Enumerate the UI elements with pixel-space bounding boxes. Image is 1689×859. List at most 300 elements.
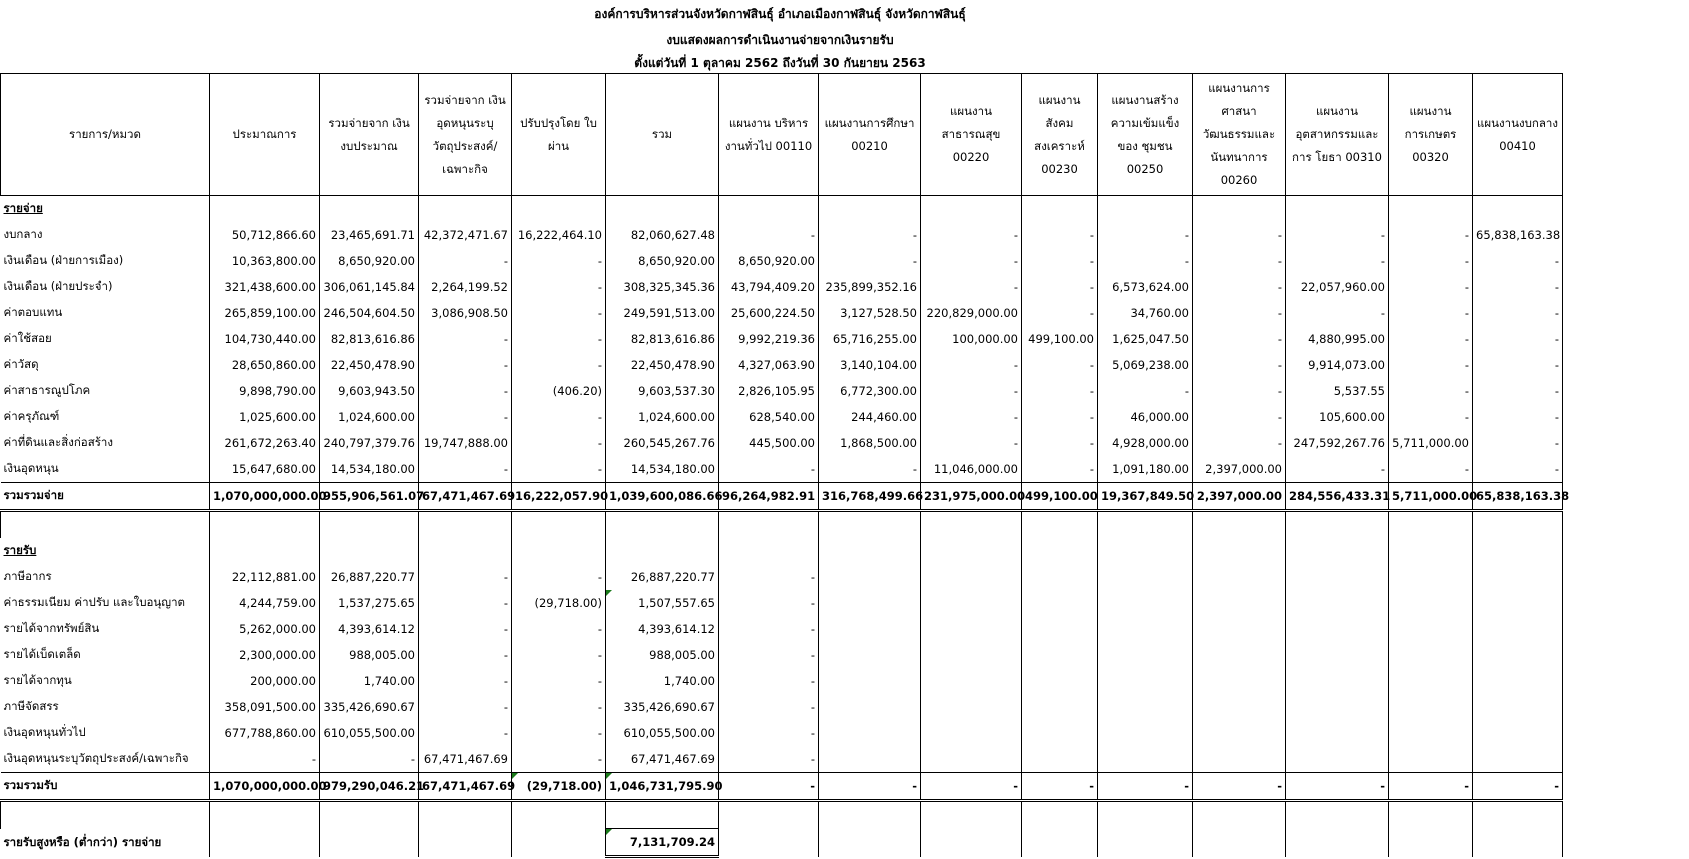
empty-cell	[719, 538, 819, 564]
value-cell: 9,992,219.36	[719, 326, 819, 352]
value-cell: 26,887,220.77	[320, 564, 419, 590]
spacer-cell	[1, 511, 210, 539]
value-cell: 22,450,478.90	[606, 352, 719, 378]
value-cell: -	[512, 720, 606, 746]
value-cell: 4,327,063.90	[719, 352, 819, 378]
empty-cell	[719, 829, 819, 857]
empty-cell	[210, 829, 320, 857]
empty-cell	[419, 538, 512, 564]
total-cell: 316,768,499.66	[819, 483, 921, 511]
value-cell	[1389, 668, 1473, 694]
value-cell: -	[512, 326, 606, 352]
value-cell: -	[719, 694, 819, 720]
empty-cell	[1022, 538, 1098, 564]
value-cell: 10,363,800.00	[210, 248, 320, 274]
table-row	[1, 720, 1563, 746]
total-cell: 979,290,046.21	[320, 773, 419, 801]
value-cell: -	[419, 694, 512, 720]
net-value: 7,131,709.24	[606, 829, 719, 857]
value-cell: -	[1022, 430, 1098, 456]
value-cell: -	[1389, 300, 1473, 326]
total-cell: 96,264,982.91	[719, 483, 819, 511]
empty-cell	[320, 538, 419, 564]
section-row	[1, 196, 1563, 223]
value-cell: 5,711,000.00	[1389, 430, 1473, 456]
section-label-cell	[1, 538, 210, 564]
total-cell: 5,711,000.00	[1389, 483, 1473, 511]
value-cell: -	[419, 564, 512, 590]
value-cell	[819, 590, 921, 616]
value-cell: 25,600,224.50	[719, 300, 819, 326]
spacer-cell	[1286, 511, 1389, 539]
value-cell	[819, 720, 921, 746]
value-cell: 988,005.00	[606, 642, 719, 668]
value-cell: -	[419, 378, 512, 404]
value-cell: 306,061,145.84	[320, 274, 419, 300]
value-cell	[1098, 564, 1193, 590]
total-cell: -	[1473, 773, 1563, 801]
spacer-cell	[1022, 511, 1098, 539]
value-cell: -	[1193, 404, 1286, 430]
table-row	[1, 694, 1563, 720]
row-label: เงินอุดหนุน	[1, 456, 210, 483]
value-cell: -	[719, 590, 819, 616]
value-cell	[1193, 642, 1286, 668]
value-cell: 9,603,537.30	[606, 378, 719, 404]
value-cell: 6,573,624.00	[1098, 274, 1193, 300]
spacer-cell	[1, 801, 210, 829]
value-cell: 321,438,600.00	[210, 274, 320, 300]
spacer-cell	[719, 511, 819, 539]
column-header: แผนงาน การเกษตร 00320	[1389, 74, 1473, 196]
column-header: แผนงาน อุตสาหกรรมและการ โยธา 00310	[1286, 74, 1389, 196]
value-cell: -	[1286, 248, 1389, 274]
value-cell	[921, 564, 1022, 590]
row-label: ภาษีอากร	[1, 564, 210, 590]
value-cell: 42,372,471.67	[419, 222, 512, 248]
row-label: เงินอุดหนุนระบุวัตถุประสงค์/เฉพาะกิจ	[1, 746, 210, 773]
value-cell: -	[1473, 456, 1563, 483]
value-cell: -	[419, 590, 512, 616]
value-cell: 34,760.00	[1098, 300, 1193, 326]
total-cell: -	[1193, 773, 1286, 801]
value-cell: 4,393,614.12	[606, 616, 719, 642]
value-cell: -	[512, 564, 606, 590]
value-cell: -	[419, 404, 512, 430]
value-cell: -	[1098, 378, 1193, 404]
empty-cell	[1193, 538, 1286, 564]
value-cell: 11,046,000.00	[921, 456, 1022, 483]
spacer-cell	[921, 801, 1022, 829]
empty-cell	[1022, 829, 1098, 857]
value-cell: 1,868,500.00	[819, 430, 921, 456]
value-cell: 67,471,467.69	[606, 746, 719, 773]
value-cell: -	[419, 720, 512, 746]
header-row	[1, 74, 1563, 196]
total-cell: -	[1022, 773, 1098, 801]
value-cell	[921, 720, 1022, 746]
empty-cell	[921, 538, 1022, 564]
row-label: ค่าสาธารณูปโภค	[1, 378, 210, 404]
spacer-cell	[1193, 511, 1286, 539]
value-cell	[1286, 616, 1389, 642]
value-cell: 16,222,464.10	[512, 222, 606, 248]
value-cell: (29,718.00)	[512, 590, 606, 616]
value-cell: 1,507,557.65	[606, 590, 719, 616]
value-cell: -	[1389, 222, 1473, 248]
value-cell	[1389, 720, 1473, 746]
value-cell	[1473, 746, 1563, 773]
value-cell: -	[1473, 248, 1563, 274]
total-cell: -	[1098, 773, 1193, 801]
empty-cell	[819, 829, 921, 857]
empty-cell	[419, 196, 512, 223]
value-cell: 65,838,163.38	[1473, 222, 1563, 248]
value-cell: -	[719, 616, 819, 642]
report-title: งบแสดงผลการดำเนินงานจ่ายจากเงินรายรับ	[666, 33, 894, 47]
total-cell: 955,906,561.07	[320, 483, 419, 511]
value-cell: -	[512, 746, 606, 773]
value-cell	[921, 642, 1022, 668]
column-header: รวมจ่ายจาก เงินอุดหนุนระบุ วัตถุประสงค์/ เฉพาะกิจ	[419, 74, 512, 196]
empty-cell	[1389, 196, 1473, 223]
row-label: เงินเดือน (ฝ่ายประจำ)	[1, 274, 210, 300]
spacer-cell	[512, 801, 606, 829]
net-row	[1, 829, 1563, 857]
value-cell: -	[921, 404, 1022, 430]
column-header: แผนงานการ ศาสนา วัฒนธรรมและ นันทนาการ 00260	[1193, 74, 1286, 196]
row-label: เงินเดือน (ฝ่ายการเมือง)	[1, 248, 210, 274]
empty-cell	[1473, 196, 1563, 223]
spacer-cell	[419, 801, 512, 829]
table-row	[1, 300, 1563, 326]
value-cell	[1193, 590, 1286, 616]
empty-cell	[819, 538, 921, 564]
empty-cell	[1286, 196, 1389, 223]
value-cell: 22,450,478.90	[320, 352, 419, 378]
column-header: แผนงาน บริหารงานทั่วไป 00110	[719, 74, 819, 196]
report-table	[0, 73, 1570, 858]
table-row	[1, 222, 1563, 248]
value-cell	[1022, 590, 1098, 616]
row-label: เงินอุดหนุนทั่วไป	[1, 720, 210, 746]
value-cell	[1098, 746, 1193, 773]
empty-cell	[1286, 829, 1389, 857]
value-cell: -	[1098, 248, 1193, 274]
value-cell	[819, 642, 921, 668]
value-cell: 67,471,467.69	[419, 746, 512, 773]
value-cell: -	[1473, 352, 1563, 378]
value-cell: 200,000.00	[210, 668, 320, 694]
report-period: ตั้งแต่วันที่ 1 ตุลาคม 2562 ถึงวันที่ 30 กันยายน 2563	[634, 56, 926, 70]
value-cell: -	[921, 274, 1022, 300]
value-cell: -	[512, 456, 606, 483]
value-cell: 677,788,860.00	[210, 720, 320, 746]
value-cell	[1022, 668, 1098, 694]
value-cell	[1286, 642, 1389, 668]
value-cell: 1,740.00	[320, 668, 419, 694]
value-cell: 82,813,616.86	[320, 326, 419, 352]
empty-cell	[1473, 829, 1563, 857]
row-label: ค่าธรรมเนียม ค่าปรับ และใบอนุญาต	[1, 590, 210, 616]
value-cell	[819, 616, 921, 642]
column-header: แผนงานสังคม สงเคราะห์ 00230	[1022, 74, 1098, 196]
value-cell: 82,813,616.86	[606, 326, 719, 352]
value-cell: -	[512, 616, 606, 642]
value-cell: -	[921, 430, 1022, 456]
value-cell	[1389, 746, 1473, 773]
value-cell: 2,300,000.00	[210, 642, 320, 668]
total-cell: (29,718.00)	[512, 773, 606, 801]
value-cell: -	[819, 222, 921, 248]
value-cell: 335,426,690.67	[606, 694, 719, 720]
value-cell: -	[419, 248, 512, 274]
value-cell	[1473, 642, 1563, 668]
value-cell: 8,650,920.00	[606, 248, 719, 274]
total-cell: -	[1286, 773, 1389, 801]
value-cell: -	[1022, 274, 1098, 300]
table-row	[1, 590, 1563, 616]
row-label: ค่าครุภัณฑ์	[1, 404, 210, 430]
value-cell: 5,262,000.00	[210, 616, 320, 642]
value-cell: -	[819, 248, 921, 274]
value-cell	[1389, 694, 1473, 720]
table-row	[1, 404, 1563, 430]
value-cell: -	[419, 326, 512, 352]
total-cell: -	[921, 773, 1022, 801]
table-row	[1, 430, 1563, 456]
value-cell: -	[1389, 326, 1473, 352]
empty-cell	[921, 829, 1022, 857]
value-cell: 1,537,275.65	[320, 590, 419, 616]
value-cell: 5,537.55	[1286, 378, 1389, 404]
value-cell: 15,647,680.00	[210, 456, 320, 483]
empty-cell	[1286, 538, 1389, 564]
section-label-cell	[1, 196, 210, 223]
row-label: ค่าที่ดินและสิ่งก่อสร้าง	[1, 430, 210, 456]
empty-cell	[606, 538, 719, 564]
value-cell: -	[320, 746, 419, 773]
value-cell	[1098, 694, 1193, 720]
value-cell: 2,264,199.52	[419, 274, 512, 300]
empty-cell	[320, 829, 419, 857]
column-header: ประมาณการ	[210, 74, 320, 196]
total-cell: -	[719, 773, 819, 801]
column-header: แผนงานการศึกษา 00210	[819, 74, 921, 196]
empty-cell	[1098, 538, 1193, 564]
column-header: แผนงานงบกลาง 00410	[1473, 74, 1563, 196]
value-cell: -	[512, 642, 606, 668]
value-cell: -	[419, 456, 512, 483]
value-cell: 8,650,920.00	[320, 248, 419, 274]
value-cell: 610,055,500.00	[606, 720, 719, 746]
value-cell: -	[719, 222, 819, 248]
value-cell	[1473, 616, 1563, 642]
value-cell: -	[719, 668, 819, 694]
empty-cell	[1193, 196, 1286, 223]
value-cell: -	[512, 430, 606, 456]
section-label: รายรับ	[3, 543, 37, 557]
value-cell: -	[921, 378, 1022, 404]
value-cell: -	[1389, 378, 1473, 404]
value-cell: 22,112,881.00	[210, 564, 320, 590]
spacer-cell	[1473, 511, 1563, 539]
section-row	[1, 538, 1563, 564]
spacer-cell	[606, 801, 719, 829]
column-header: แผนงานสร้าง ความเข้มแข็งของ ชุมชน 00250	[1098, 74, 1193, 196]
value-cell	[1389, 616, 1473, 642]
value-cell	[921, 694, 1022, 720]
value-cell: -	[1022, 352, 1098, 378]
empty-cell	[1473, 538, 1563, 564]
value-cell: -	[1286, 456, 1389, 483]
column-header: ปรับปรุงโดย ใบผ่าน	[512, 74, 606, 196]
total-row	[1, 773, 1563, 801]
value-cell	[1193, 668, 1286, 694]
value-cell: 249,591,513.00	[606, 300, 719, 326]
value-cell: -	[512, 694, 606, 720]
total-cell: 19,367,849.50	[1098, 483, 1193, 511]
value-cell: 100,000.00	[921, 326, 1022, 352]
table-row	[1, 668, 1563, 694]
value-cell: -	[1022, 300, 1098, 326]
value-cell: -	[512, 668, 606, 694]
value-cell	[1286, 668, 1389, 694]
value-cell	[1193, 746, 1286, 773]
value-cell	[1022, 616, 1098, 642]
value-cell: -	[1473, 326, 1563, 352]
value-cell: 240,797,379.76	[320, 430, 419, 456]
value-cell	[1389, 564, 1473, 590]
value-cell: 14,534,180.00	[320, 456, 419, 483]
value-cell: -	[921, 352, 1022, 378]
value-cell	[819, 668, 921, 694]
value-cell: 50,712,866.60	[210, 222, 320, 248]
value-cell: -	[512, 248, 606, 274]
empty-cell	[1022, 196, 1098, 223]
empty-cell	[512, 829, 606, 857]
spacer-cell	[320, 511, 419, 539]
value-cell	[1286, 694, 1389, 720]
value-cell: 46,000.00	[1098, 404, 1193, 430]
value-cell: 19,747,888.00	[419, 430, 512, 456]
value-cell: -	[419, 616, 512, 642]
spacer-cell	[1193, 801, 1286, 829]
value-cell: 28,650,860.00	[210, 352, 320, 378]
value-cell: 1,024,600.00	[606, 404, 719, 430]
value-cell: -	[719, 564, 819, 590]
value-cell: -	[1022, 456, 1098, 483]
value-cell	[1286, 590, 1389, 616]
value-cell: 261,672,263.40	[210, 430, 320, 456]
value-cell	[1098, 616, 1193, 642]
value-cell: -	[1193, 378, 1286, 404]
spacer-cell	[419, 511, 512, 539]
value-cell	[1286, 746, 1389, 773]
value-cell	[1098, 642, 1193, 668]
value-cell: 1,625,047.50	[1098, 326, 1193, 352]
value-cell: (406.20)	[512, 378, 606, 404]
value-cell: 65,716,255.00	[819, 326, 921, 352]
value-cell	[921, 746, 1022, 773]
value-cell: -	[512, 352, 606, 378]
spacer-cell	[606, 511, 719, 539]
value-cell	[1193, 616, 1286, 642]
empty-cell	[512, 538, 606, 564]
empty-cell	[320, 196, 419, 223]
spacer-cell	[512, 511, 606, 539]
value-cell: -	[1389, 352, 1473, 378]
value-cell: -	[819, 456, 921, 483]
value-cell: -	[1286, 222, 1389, 248]
value-cell	[921, 590, 1022, 616]
total-cell: 1,046,731,795.90	[606, 773, 719, 801]
table-row	[1, 248, 1563, 274]
org-title: องค์การบริหารส่วนจังหวัดกาฬสินธุ์ อำเภอเมืองกาฬสินธุ์ จังหวัดกาฬสินธุ์	[594, 7, 966, 21]
value-cell: 335,426,690.67	[320, 694, 419, 720]
total-label: รวมรวมจ่าย	[1, 483, 210, 511]
value-cell	[1022, 642, 1098, 668]
value-cell: -	[1473, 378, 1563, 404]
empty-cell	[1098, 829, 1193, 857]
total-cell: 1,070,000,000.00	[210, 773, 320, 801]
value-cell	[1193, 694, 1286, 720]
value-cell: 8,650,920.00	[719, 248, 819, 274]
spacer-cell	[819, 801, 921, 829]
column-header: รวมจ่ายจาก เงินงบประมาณ	[320, 74, 419, 196]
value-cell	[1473, 668, 1563, 694]
value-cell: 1,740.00	[606, 668, 719, 694]
value-cell	[1389, 642, 1473, 668]
value-cell: 6,772,300.00	[819, 378, 921, 404]
value-cell	[819, 694, 921, 720]
spacer-row	[1, 511, 1563, 539]
value-cell: -	[1286, 300, 1389, 326]
total-cell: 499,100.00	[1022, 483, 1098, 511]
value-cell: -	[210, 746, 320, 773]
table-row	[1, 456, 1563, 483]
column-header: รายการ/หมวด	[1, 74, 210, 196]
total-cell: 284,556,433.31	[1286, 483, 1389, 511]
value-cell	[1286, 720, 1389, 746]
empty-cell	[210, 196, 320, 223]
empty-cell	[1193, 829, 1286, 857]
value-cell	[1389, 590, 1473, 616]
value-cell: 43,794,409.20	[719, 274, 819, 300]
value-cell: -	[1473, 274, 1563, 300]
value-cell	[1473, 694, 1563, 720]
value-cell: 988,005.00	[320, 642, 419, 668]
row-label: ภาษีจัดสรร	[1, 694, 210, 720]
value-cell: 220,829,000.00	[921, 300, 1022, 326]
value-cell: 4,928,000.00	[1098, 430, 1193, 456]
value-cell: 610,055,500.00	[320, 720, 419, 746]
value-cell: -	[1389, 404, 1473, 430]
value-cell: -	[1022, 378, 1098, 404]
value-cell: -	[719, 456, 819, 483]
value-cell: -	[1022, 222, 1098, 248]
value-cell	[1098, 720, 1193, 746]
spacer-cell	[1098, 511, 1193, 539]
value-cell: -	[1022, 248, 1098, 274]
value-cell: 1,024,600.00	[320, 404, 419, 430]
spacer-cell	[921, 511, 1022, 539]
value-cell: 9,603,943.50	[320, 378, 419, 404]
value-cell: 9,898,790.00	[210, 378, 320, 404]
value-cell: 5,069,238.00	[1098, 352, 1193, 378]
spacer-cell	[1389, 801, 1473, 829]
value-cell: -	[1473, 300, 1563, 326]
